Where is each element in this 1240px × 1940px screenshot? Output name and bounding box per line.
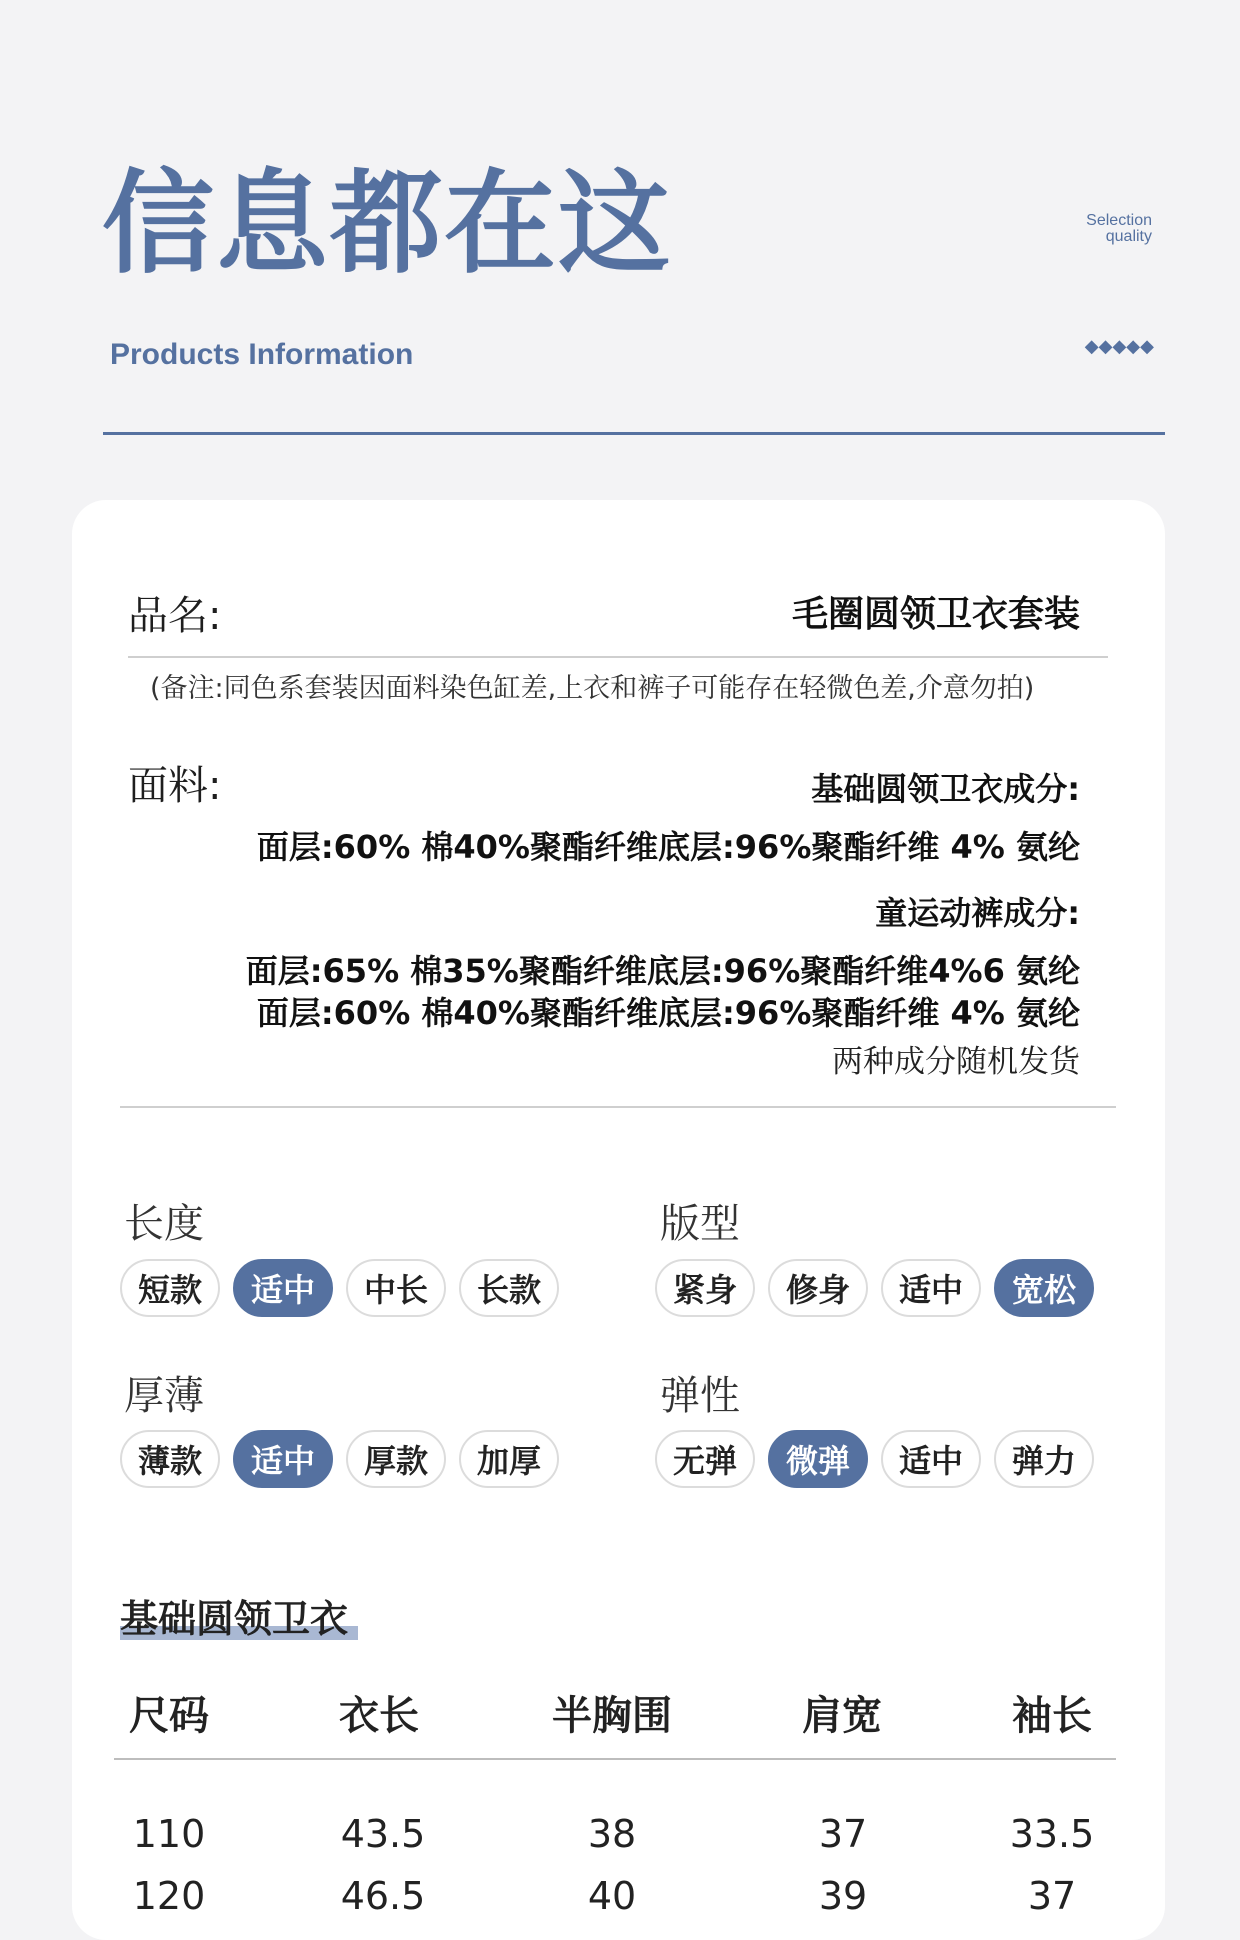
elasticity-option-selected[interactable]: 微弹 xyxy=(768,1430,868,1488)
product-name-label: 品名: xyxy=(128,593,222,639)
fit-option-selected[interactable]: 宽松 xyxy=(994,1259,1094,1317)
table-header-size: 尺码 xyxy=(129,1693,209,1739)
top-composition-title: 基础圆领卫衣成分: xyxy=(811,770,1080,808)
table-cell: 120 xyxy=(132,1874,206,1918)
diamond-dots-icon: ◆◆◆◆◆ xyxy=(1084,336,1154,357)
top-composition: 面层:60% 棉40%聚酯纤维底层:96%聚酯纤维 4% 氨纶 xyxy=(256,828,1080,866)
table-header-chest: 半胸围 xyxy=(552,1693,672,1739)
table-header-divider xyxy=(114,1758,1116,1760)
table-cell: 46.5 xyxy=(340,1874,426,1918)
table-cell: 110 xyxy=(132,1812,206,1856)
table-header-length: 衣长 xyxy=(339,1693,419,1739)
thickness-option[interactable]: 薄款 xyxy=(120,1430,220,1488)
elasticity-option[interactable]: 适中 xyxy=(881,1430,981,1488)
thickness-option-selected[interactable]: 适中 xyxy=(233,1430,333,1488)
length-label: 长度 xyxy=(124,1201,204,1247)
fit-option[interactable]: 紧身 xyxy=(655,1259,755,1317)
pants-composition-2: 面层:60% 棉40%聚酯纤维底层:96%聚酯纤维 4% 氨纶 xyxy=(256,994,1080,1032)
fit-option[interactable]: 适中 xyxy=(881,1259,981,1317)
length-option[interactable]: 长款 xyxy=(459,1259,559,1317)
size-table-title: 基础圆领卫衣 xyxy=(120,1597,349,1641)
table-cell: 40 xyxy=(587,1874,637,1918)
quality-text: quality xyxy=(1105,228,1152,245)
table-header-sleeve: 袖长 xyxy=(1012,1693,1092,1739)
thickness-option[interactable]: 厚款 xyxy=(346,1430,446,1488)
fabric-label: 面料: xyxy=(128,763,222,809)
table-cell: 43.5 xyxy=(340,1812,426,1856)
length-option[interactable]: 中长 xyxy=(346,1259,446,1317)
fit-option[interactable]: 修身 xyxy=(768,1259,868,1317)
thickness-option[interactable]: 加厚 xyxy=(459,1430,559,1488)
page-subtitle: Products Information xyxy=(110,338,414,371)
fit-label: 版型 xyxy=(660,1201,740,1247)
elasticity-option[interactable]: 弹力 xyxy=(994,1430,1094,1488)
elasticity-label: 弹性 xyxy=(660,1373,740,1419)
table-header-shoulder: 肩宽 xyxy=(802,1693,882,1739)
length-option[interactable]: 短款 xyxy=(120,1259,220,1317)
table-cell: 33.5 xyxy=(1009,1812,1095,1856)
elasticity-option[interactable]: 无弹 xyxy=(655,1430,755,1488)
pants-composition-title: 童运动裤成分: xyxy=(875,894,1080,932)
product-name-value: 毛圈圆领卫衣套装 xyxy=(791,594,1080,635)
thickness-label: 厚薄 xyxy=(124,1373,204,1419)
page-title: 信息都在这 xyxy=(102,159,672,289)
table-cell: 37 xyxy=(1027,1874,1077,1918)
table-cell: 39 xyxy=(818,1874,868,1918)
length-option-selected[interactable]: 适中 xyxy=(233,1259,333,1317)
selection-text: Selection xyxy=(1086,212,1152,229)
random-shipping-note: 两种成分随机发货 xyxy=(832,1044,1080,1080)
table-cell: 38 xyxy=(587,1812,637,1856)
pants-composition-1: 面层:65% 棉35%聚酯纤维底层:96%聚酯纤维4%6 氨纶 xyxy=(245,952,1080,990)
color-note: (备注:同色系套装因面料染色缸差,上衣和裤子可能存在轻微色差,介意勿拍) xyxy=(150,673,1035,704)
table-cell: 37 xyxy=(818,1812,868,1856)
